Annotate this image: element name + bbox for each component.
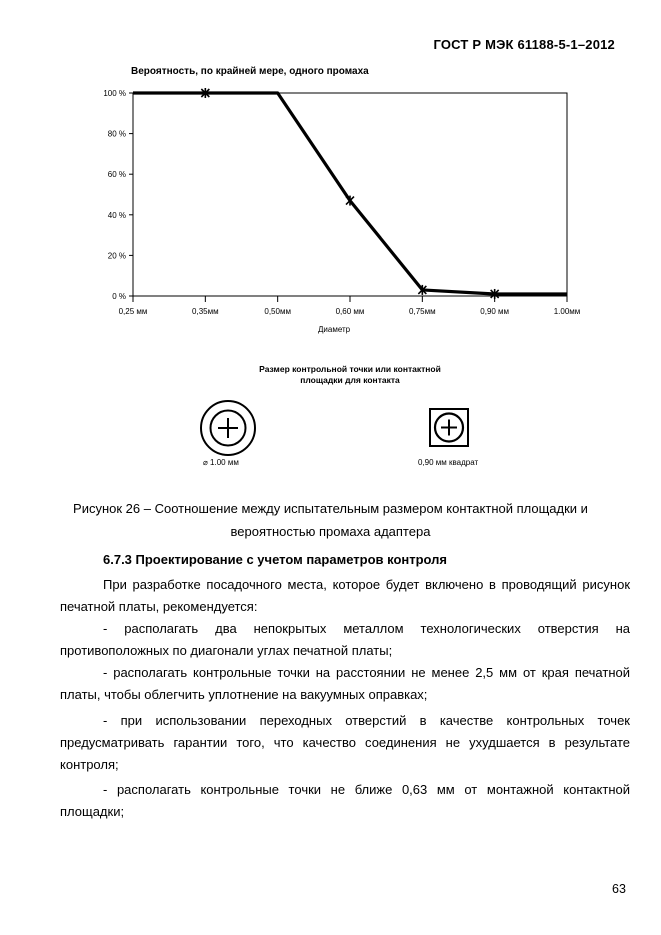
list-item bbox=[60, 779, 630, 823]
round-pad-icon bbox=[201, 401, 255, 455]
figure-caption-line1: Рисунок 26 – Соотношение между испытательным размером контактной площадки и bbox=[73, 501, 588, 516]
chart-title: Вероятность, по крайней мере, одного промаха bbox=[131, 66, 369, 77]
x-tick-label: 0,60 мм bbox=[335, 307, 365, 316]
section-heading: 6.7.3 Проектирование с учетом параметров контроля bbox=[103, 552, 448, 567]
square-pad-label: 0,90 мм квадрат bbox=[418, 458, 479, 467]
y-tick-label: 100 % bbox=[103, 89, 126, 98]
item4-line1: - располагать контрольные точки не ближе 0,63 мм от монтажной контактной bbox=[103, 782, 630, 797]
x-tick-label: 0,50мм bbox=[264, 307, 291, 316]
y-tick-label: 20 % bbox=[107, 251, 126, 261]
list-item bbox=[60, 710, 630, 776]
item1-line2: противоположных по диагонали углах печатной платы; bbox=[60, 643, 393, 658]
item2-line2: платы, чтобы облегчить уплотнение на вакуумных оправках; bbox=[60, 687, 428, 702]
x-tick-label: 0,90 мм bbox=[480, 307, 510, 316]
list-item bbox=[60, 662, 630, 706]
y-tick-label: 60 % bbox=[107, 170, 126, 180]
item3-line2: предусматривать гарантии того, что качество соединения не ухудшается в результате bbox=[60, 735, 630, 750]
page-number: 63 bbox=[612, 882, 626, 896]
item2-line1: - располагать контрольные точки на расстоянии не менее 2,5 мм от края печатной bbox=[103, 665, 630, 680]
intro-line1: При разработке посадочного места, которое будет включено в проводящий рисунок bbox=[103, 577, 630, 592]
legend-caption-line1: Размер контрольной точки или контактной bbox=[259, 364, 441, 374]
document-header: ГОСТ Р МЭК 61188-5-1–2012 bbox=[433, 37, 615, 52]
y-tick-label: 80 % bbox=[107, 129, 126, 139]
x-tick-label: 0,25 мм bbox=[118, 307, 148, 316]
item3-line1: - при использовании переходных отверстий в качестве контрольных точек bbox=[103, 713, 630, 728]
x-axis-label: Диаметр bbox=[318, 325, 351, 334]
figure-caption bbox=[60, 497, 601, 543]
list-item bbox=[60, 618, 630, 662]
intro-paragraph bbox=[60, 574, 630, 618]
y-tick-label: 0 % bbox=[112, 292, 126, 301]
figure-caption-line2: вероятностью промаха адаптера bbox=[230, 524, 431, 539]
x-tick-label: 1.00мм bbox=[553, 307, 581, 316]
item3-line3: контроля; bbox=[60, 757, 119, 772]
x-tick-label: 0,75мм bbox=[409, 307, 436, 316]
round-pad-label: ⌀ 1.00 мм bbox=[203, 458, 239, 467]
square-pad-icon bbox=[430, 409, 468, 446]
item1-line1: - располагать два непокрытых металлом технологических отверстия на bbox=[103, 621, 630, 636]
item4-line2: площадки; bbox=[60, 804, 125, 819]
x-tick-label: 0,35мм bbox=[192, 307, 219, 316]
y-tick-label: 40 % bbox=[107, 210, 126, 220]
intro-line2: печатной платы, рекомендуется: bbox=[60, 599, 258, 614]
legend-caption-line2: площадки для контакта bbox=[300, 375, 400, 385]
